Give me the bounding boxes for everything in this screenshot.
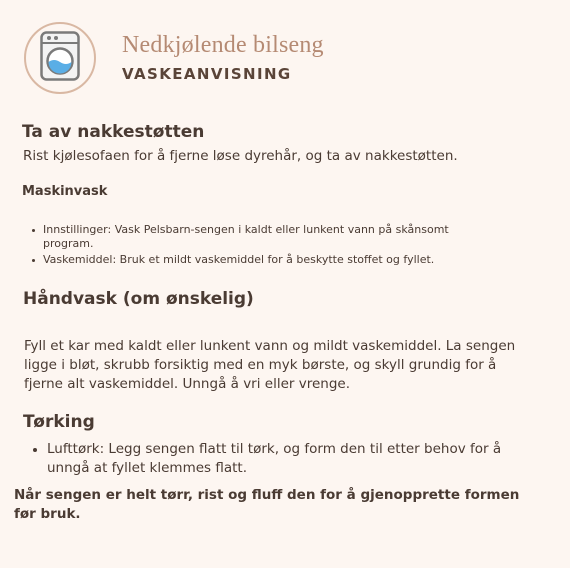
hand-wash-heading: Håndvask (om ønskelig) bbox=[23, 289, 254, 309]
washing-machine-icon bbox=[40, 31, 80, 86]
drying-list bbox=[32, 440, 522, 478]
header-titles bbox=[122, 32, 324, 83]
remove-headrest-heading: Ta av nakkestøtten bbox=[22, 122, 205, 142]
machine-wash-list bbox=[30, 223, 500, 269]
logo-badge bbox=[24, 22, 96, 94]
page-header bbox=[24, 22, 324, 94]
hand-wash-text: Fyll et kar med kaldt eller lunkent vann og mildt vaskemiddel. La sengen ligge i bløt, skrubb forsiktig med en myk børste, og skyll grundig for å fjerne alt vaskemiddel. Unngå å vri eller vrenge. bbox=[24, 338, 516, 392]
list-item: Lufttørk: Legg sengen flatt til tørk, og form den til etter behov for å unngå at fyllet klemmes flatt. bbox=[32, 440, 522, 478]
drying-heading: Tørking bbox=[23, 412, 95, 432]
remove-headrest-text: Rist kjølesofaen for å fjerne løse dyrehår, og ta av nakkestøtten. bbox=[23, 148, 458, 164]
page-title: Nedkjølende bilseng bbox=[122, 31, 324, 58]
page-subtitle: VASKEANVISNING bbox=[122, 64, 292, 83]
list-item: Vaskemiddel: Bruk et mildt vaskemiddel for å beskytte stoffet og fyllet. bbox=[30, 253, 500, 267]
list-item: Innstillinger: Vask Pelsbarn-sengen i kaldt eller lunkent vann på skånsomt program. bbox=[30, 223, 500, 251]
machine-wash-heading: Maskinvask bbox=[22, 184, 108, 199]
closing-note: Når sengen er helt tørr, rist og fluff den for å gjenopprette formen før bruk. bbox=[14, 487, 520, 522]
